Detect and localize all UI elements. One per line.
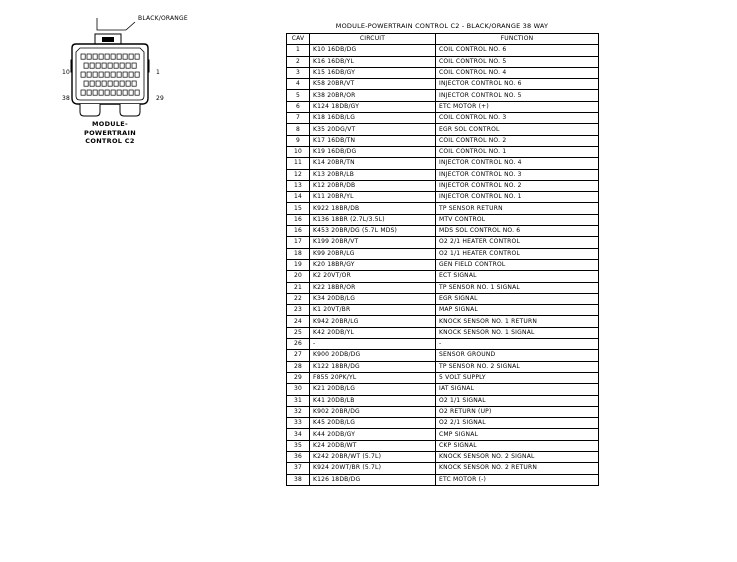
circuit-cell: K42 20DB/YL (310, 327, 436, 338)
cavity (99, 72, 103, 77)
table-row (287, 45, 599, 56)
cavity (87, 54, 91, 59)
function-cell: CMP SIGNAL (436, 429, 599, 440)
cav-cell: 2 (287, 56, 310, 67)
function-cell: CKP SIGNAL (436, 440, 599, 451)
cav-cell: 19 (287, 259, 310, 270)
table-row (287, 135, 599, 146)
cavity (117, 90, 121, 95)
cav-cell: 21 (287, 282, 310, 293)
function-cell: INJECTOR CONTROL NO. 6 (436, 79, 599, 90)
function-cell: COIL CONTROL NO. 3 (436, 113, 599, 124)
function-cell: SENSOR GROUND (436, 350, 599, 361)
circuit-cell: K41 20DB/LB (310, 395, 436, 406)
circuit-cell: K453 20BR/DG (5.7L MDS) (310, 226, 436, 237)
cav-cell: 15 (287, 203, 310, 214)
function-cell: O2 1/1 HEATER CONTROL (436, 248, 599, 259)
table-row (287, 350, 599, 361)
cavity (123, 90, 127, 95)
function-cell: KNOCK SENSOR NO. 1 SIGNAL (436, 327, 599, 338)
pin-label-bottom-right: 29 (156, 95, 165, 102)
pin-label-top-right: 1 (156, 69, 161, 76)
cav-cell: 30 (287, 384, 310, 395)
table-row (287, 90, 599, 101)
table-row (287, 169, 599, 180)
circuit-cell: K35 20DG/VT (310, 124, 436, 135)
cavity (84, 63, 88, 68)
cavity (114, 63, 118, 68)
function-cell: COIL CONTROL NO. 1 (436, 146, 599, 157)
cavity (135, 54, 139, 59)
table-row (287, 440, 599, 451)
circuit-cell: K2 20VT/OR (310, 271, 436, 282)
function-cell: - (436, 339, 599, 350)
table-row (287, 113, 599, 124)
cav-cell: 20 (287, 271, 310, 282)
cavity (117, 72, 121, 77)
circuit-cell: K24 20DB/WT (310, 440, 436, 451)
function-cell: MAP SIGNAL (436, 305, 599, 316)
cavity (108, 63, 112, 68)
cavity (123, 72, 127, 77)
circuit-cell: K1 20VT/BR (310, 305, 436, 316)
function-cell: IAT SIGNAL (436, 384, 599, 395)
cav-cell: 27 (287, 350, 310, 361)
cav-cell: 3 (287, 67, 310, 78)
circuit-cell: K922 18BR/DB (310, 203, 436, 214)
cavity (132, 81, 136, 86)
table-row (287, 248, 599, 259)
circuit-cell: K122 18BR/DG (310, 361, 436, 372)
cavity (84, 81, 88, 86)
table-row (287, 429, 599, 440)
function-cell: INJECTOR CONTROL NO. 1 (436, 192, 599, 203)
cavity (102, 81, 106, 86)
function-cell: TP SENSOR NO. 2 SIGNAL (436, 361, 599, 372)
cav-cell: 16 (287, 226, 310, 237)
circuit-cell: K18 16DB/LG (310, 113, 436, 124)
cavity (105, 72, 109, 77)
pin-label-bottom-left: 38 (62, 95, 71, 102)
function-cell: TP SENSOR NO. 1 SIGNAL (436, 282, 599, 293)
function-cell: 5 VOLT SUPPLY (436, 372, 599, 383)
circuit-cell: K16 16DB/YL (310, 56, 436, 67)
cavity (126, 63, 130, 68)
function-cell: ETC MOTOR (+) (436, 101, 599, 112)
function-cell: EGR SIGNAL (436, 293, 599, 304)
cavity (81, 54, 85, 59)
cav-cell: 29 (287, 372, 310, 383)
circuit-cell: K126 18DB/DG (310, 474, 436, 485)
cavity (90, 81, 94, 86)
table-row (287, 79, 599, 90)
function-cell: O2 2/1 SIGNAL (436, 418, 599, 429)
table-row (287, 372, 599, 383)
circuit-cell: K136 18BR (2.7L/3.5L) (310, 214, 436, 225)
table-row (287, 214, 599, 225)
function-cell: INJECTOR CONTROL NO. 3 (436, 169, 599, 180)
cav-cell: 5 (287, 90, 310, 101)
circuit-cell: K45 20DB/LG (310, 418, 436, 429)
cav-cell: 9 (287, 135, 310, 146)
cavity (81, 90, 85, 95)
cav-cell: 35 (287, 440, 310, 451)
function-cell: KNOCK SENSOR NO. 1 RETURN (436, 316, 599, 327)
function-cell: ECT SIGNAL (436, 271, 599, 282)
cav-cell: 17 (287, 237, 310, 248)
cavity (114, 81, 118, 86)
table-row (287, 259, 599, 270)
circuit-cell: K38 20BR/OR (310, 90, 436, 101)
circuit-cell: K900 20DB/DG (310, 350, 436, 361)
circuit-cell: K58 20BR/VT (310, 79, 436, 90)
cavity (87, 72, 91, 77)
header-row (287, 34, 599, 45)
cavity (93, 72, 97, 77)
function-cell: MDS SOL CONTROL NO. 6 (436, 226, 599, 237)
table-title: MODULE-POWERTRAIN CONTROL C2 - BLACK/ORANGE 38 WAY (335, 22, 549, 30)
cavity (105, 90, 109, 95)
cav-cell: 22 (287, 293, 310, 304)
table-row (287, 384, 599, 395)
cavity (111, 54, 115, 59)
circuit-cell: - (310, 339, 436, 350)
cavity (123, 54, 127, 59)
table-row (287, 203, 599, 214)
circuit-cell: K10 16DB/DG (310, 45, 436, 56)
circuit-cell: K12 20BR/DB (310, 180, 436, 191)
cavity (102, 63, 106, 68)
cavity (81, 72, 85, 77)
cav-cell: 26 (287, 339, 310, 350)
cav-cell: 33 (287, 418, 310, 429)
cavity (99, 90, 103, 95)
function-cell: GEN FIELD CONTROL (436, 259, 599, 270)
cavity (87, 90, 91, 95)
connector-name (40, 120, 180, 146)
cav-cell: 1 (287, 45, 310, 56)
table-row (287, 406, 599, 417)
function-cell: COIL CONTROL NO. 5 (436, 56, 599, 67)
table-row (287, 226, 599, 237)
cav-cell: 11 (287, 158, 310, 169)
connector-name-line: POWERTRAIN (84, 128, 136, 137)
cavity (93, 90, 97, 95)
circuit-cell: K902 20BR/DG (310, 406, 436, 417)
cavity (135, 72, 139, 77)
cavity (135, 90, 139, 95)
cav-cell: 34 (287, 429, 310, 440)
circuit-cell: K14 20BR/TN (310, 158, 436, 169)
table-row (287, 192, 599, 203)
cavity (111, 90, 115, 95)
cavity (129, 54, 133, 59)
cav-cell: 8 (287, 124, 310, 135)
cav-cell: 32 (287, 406, 310, 417)
function-cell: COIL CONTROL NO. 2 (436, 135, 599, 146)
header-circuit: CIRCUIT (310, 34, 436, 45)
function-cell: O2 RETURN (UP) (436, 406, 599, 417)
table-row (287, 474, 599, 485)
circuit-cell: K924 20WT/BR (5.7L) (310, 463, 436, 474)
circuit-cell: K17 16DB/TN (310, 135, 436, 146)
function-cell: KNOCK SENSOR NO. 2 SIGNAL (436, 451, 599, 462)
cav-cell: 25 (287, 327, 310, 338)
table-row (287, 418, 599, 429)
function-cell: KNOCK SENSOR NO. 2 RETURN (436, 463, 599, 474)
cavity (93, 54, 97, 59)
header-function: FUNCTION (436, 34, 599, 45)
table-row (287, 124, 599, 135)
table-row (287, 180, 599, 191)
table-body (287, 45, 599, 486)
pin-label-top-left: 10 (62, 69, 71, 76)
table-row (287, 339, 599, 350)
table-row (287, 451, 599, 462)
function-cell: COIL CONTROL NO. 6 (436, 45, 599, 56)
connector-name-line: MODULE- (91, 120, 129, 128)
cav-cell: 31 (287, 395, 310, 406)
circuit-cell: K242 20BR/WT (5.7L) (310, 451, 436, 462)
cav-cell: 10 (287, 146, 310, 157)
table-row (287, 282, 599, 293)
connector-diagram (40, 12, 188, 152)
cav-cell: 37 (287, 463, 310, 474)
header-cav: CAV (287, 34, 310, 45)
cav-cell: 18 (287, 248, 310, 259)
cavity (90, 63, 94, 68)
function-cell: INJECTOR CONTROL NO. 2 (436, 180, 599, 191)
function-cell: O2 2/1 HEATER CONTROL (436, 237, 599, 248)
cavity (108, 81, 112, 86)
connector-color-callout: BLACK/ORANGE (138, 15, 188, 22)
cavity (120, 63, 124, 68)
function-cell: MTV CONTROL (436, 214, 599, 225)
circuit-cell: K99 20BR/LG (310, 248, 436, 259)
table-row (287, 158, 599, 169)
cavity (129, 72, 133, 77)
table-row (287, 67, 599, 78)
cavity (117, 54, 121, 59)
table-row (287, 361, 599, 372)
cavity (111, 72, 115, 77)
table-row (287, 395, 599, 406)
table-row (287, 101, 599, 112)
cavity (105, 54, 109, 59)
cav-cell: 7 (287, 113, 310, 124)
cavity (96, 63, 100, 68)
circuit-cell: K13 20BR/LB (310, 169, 436, 180)
cavity (129, 90, 133, 95)
circuit-cell: K44 20DB/GY (310, 429, 436, 440)
table-row (287, 316, 599, 327)
cav-cell: 6 (287, 101, 310, 112)
cavity (99, 54, 103, 59)
table-row (287, 146, 599, 157)
table-row (287, 305, 599, 316)
cavity (132, 63, 136, 68)
table-row (287, 56, 599, 67)
table-row (287, 293, 599, 304)
cav-cell: 28 (287, 361, 310, 372)
cavity (126, 81, 130, 86)
circuit-cell: K20 18BR/GY (310, 259, 436, 270)
cavity (120, 81, 124, 86)
function-cell: EGR SOL CONTROL (436, 124, 599, 135)
circuit-cell: K199 20BR/VT (310, 237, 436, 248)
pinout-table (286, 33, 599, 486)
table-row (287, 271, 599, 282)
cav-cell: 23 (287, 305, 310, 316)
cav-cell: 14 (287, 192, 310, 203)
circuit-cell: K34 20DB/LG (310, 293, 436, 304)
cav-cell: 12 (287, 169, 310, 180)
circuit-cell: K15 16DB/GY (310, 67, 436, 78)
circuit-cell: F855 20PK/YL (310, 372, 436, 383)
cav-cell: 4 (287, 79, 310, 90)
cav-cell: 24 (287, 316, 310, 327)
function-cell: TP SENSOR RETURN (436, 203, 599, 214)
table-row (287, 237, 599, 248)
function-cell: O2 1/1 SIGNAL (436, 395, 599, 406)
circuit-cell: K22 18BR/OR (310, 282, 436, 293)
function-cell: INJECTOR CONTROL NO. 5 (436, 90, 599, 101)
cav-cell: 38 (287, 474, 310, 485)
circuit-cell: K942 20BR/LG (310, 316, 436, 327)
cav-cell: 36 (287, 451, 310, 462)
function-cell: INJECTOR CONTROL NO. 4 (436, 158, 599, 169)
table-row (287, 463, 599, 474)
circuit-cell: K124 18DB/GY (310, 101, 436, 112)
cav-cell: 16 (287, 214, 310, 225)
circuit-cell: K19 16DB/DG (310, 146, 436, 157)
function-cell: COIL CONTROL NO. 4 (436, 67, 599, 78)
connector-name-line: CONTROL C2 (85, 137, 135, 145)
cav-cell: 13 (287, 180, 310, 191)
cavity (96, 81, 100, 86)
function-cell: ETC MOTOR (-) (436, 474, 599, 485)
circuit-cell: K21 20DB/LG (310, 384, 436, 395)
circuit-cell: K11 20BR/YL (310, 192, 436, 203)
table-row (287, 327, 599, 338)
